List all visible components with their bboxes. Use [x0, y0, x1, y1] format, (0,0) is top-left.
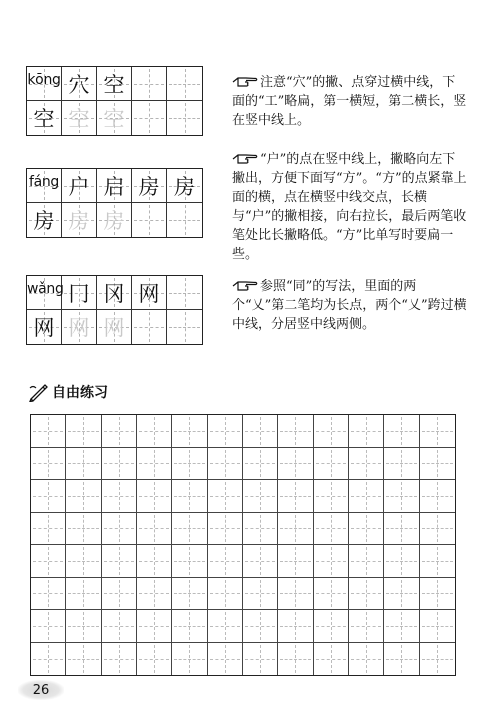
practice-cell[interactable] — [208, 545, 243, 578]
model-character: 房 — [33, 209, 55, 233]
practice-cell[interactable] — [349, 448, 384, 481]
blank-cell[interactable] — [167, 101, 202, 135]
practice-cell[interactable] — [137, 415, 172, 448]
practice-cell[interactable] — [384, 448, 419, 481]
trace-character: 房 — [103, 209, 125, 233]
practice-cell[interactable] — [243, 480, 278, 513]
practice-cell[interactable] — [102, 578, 137, 611]
practice-cell[interactable] — [102, 415, 137, 448]
practice-cell[interactable] — [420, 578, 455, 611]
practice-cell[interactable] — [278, 513, 313, 546]
trace-cell[interactable] — [97, 203, 132, 237]
blank-cell[interactable] — [167, 310, 202, 344]
practice-cell[interactable] — [208, 610, 243, 643]
blank-text — [167, 310, 202, 344]
trace-character: 房 — [68, 209, 90, 233]
practice-cell[interactable] — [384, 415, 419, 448]
practice-cell[interactable] — [314, 610, 349, 643]
stroke-cell — [132, 169, 167, 203]
stroke-cell — [167, 67, 202, 101]
blank-cell[interactable] — [132, 203, 167, 237]
practice-cell[interactable] — [278, 480, 313, 513]
practice-cell[interactable] — [172, 480, 207, 513]
stroke-cell — [62, 67, 97, 101]
practice-cell[interactable] — [137, 513, 172, 546]
writing-note — [232, 73, 467, 130]
practice-cell[interactable] — [208, 415, 243, 448]
practice-cell[interactable] — [102, 480, 137, 513]
practice-cell[interactable] — [278, 578, 313, 611]
practice-cell[interactable] — [66, 643, 101, 676]
writing-note — [232, 277, 467, 334]
practice-cell[interactable] — [66, 610, 101, 643]
blank-text — [167, 203, 202, 237]
section-heading — [28, 382, 108, 402]
practice-cell[interactable] — [172, 578, 207, 611]
practice-cell[interactable] — [66, 415, 101, 448]
practice-cell[interactable] — [31, 415, 66, 448]
practice-cell[interactable] — [172, 545, 207, 578]
trace-character: 网 — [103, 316, 125, 340]
blank-text — [167, 101, 202, 135]
practice-cell[interactable] — [278, 415, 313, 448]
pen-icon — [28, 382, 48, 402]
practice-cell[interactable] — [349, 610, 384, 643]
pointing-hand-icon — [232, 75, 258, 88]
practice-cell[interactable] — [384, 513, 419, 546]
practice-cell[interactable] — [31, 643, 66, 676]
note-text: “户”的点在竖中线上，撇略向左下撇出，方便下面写“方”。“方”的点紧靠上面的横，点在横竖中线交点，长横与“户”的撇相接，向右拉长，最后两笔收笔处比长撇略低。“方”比单写时要扁一些。 — [232, 152, 467, 262]
pointing-hand-icon — [232, 279, 258, 292]
practice-cell[interactable] — [102, 513, 137, 546]
practice-cell[interactable] — [314, 480, 349, 513]
pinyin-cell — [27, 276, 62, 310]
practice-cell[interactable] — [137, 578, 172, 611]
stroke-cell — [97, 67, 132, 101]
practice-cell[interactable] — [31, 545, 66, 578]
practice-cell[interactable] — [314, 545, 349, 578]
practice-cell[interactable] — [137, 610, 172, 643]
character-practice-block-kong — [26, 66, 203, 136]
practice-cell[interactable] — [243, 513, 278, 546]
practice-cell[interactable] — [172, 610, 207, 643]
practice-cell[interactable] — [384, 578, 419, 611]
practice-cell[interactable] — [102, 610, 137, 643]
practice-cell[interactable] — [384, 545, 419, 578]
practice-cell[interactable] — [314, 578, 349, 611]
practice-cell[interactable] — [278, 610, 313, 643]
stroke-step: 冂 — [68, 281, 90, 306]
practice-cell[interactable] — [31, 610, 66, 643]
practice-cell[interactable] — [420, 415, 455, 448]
practice-cell[interactable] — [208, 513, 243, 546]
practice-cell[interactable] — [243, 643, 278, 676]
practice-cell[interactable] — [172, 643, 207, 676]
stroke-cell — [97, 169, 132, 203]
practice-cell[interactable] — [66, 578, 101, 611]
practice-cell[interactable] — [243, 610, 278, 643]
practice-cell[interactable] — [31, 448, 66, 481]
pinyin-cell — [27, 67, 62, 101]
trace-character: 网 — [68, 316, 90, 340]
practice-cell[interactable] — [420, 448, 455, 481]
practice-cell[interactable] — [137, 643, 172, 676]
practice-cell[interactable] — [243, 415, 278, 448]
practice-cell[interactable] — [420, 480, 455, 513]
practice-cell[interactable] — [66, 448, 101, 481]
model-cell — [27, 310, 62, 344]
pinyin-cell — [27, 169, 62, 203]
stroke-step — [132, 67, 166, 100]
page-number — [18, 680, 64, 700]
stroke-step: 空 — [103, 72, 125, 97]
practice-cell[interactable] — [66, 513, 101, 546]
stroke-cell — [132, 67, 167, 101]
section-title: 自由练习 — [52, 385, 108, 401]
stroke-step: 冈 — [103, 281, 125, 306]
practice-cell[interactable] — [66, 480, 101, 513]
practice-cell[interactable] — [314, 513, 349, 546]
practice-cell[interactable] — [66, 545, 101, 578]
practice-cell[interactable] — [384, 480, 419, 513]
blank-text — [132, 203, 166, 237]
page-number-text: 26 — [32, 682, 50, 698]
stroke-cell — [167, 276, 202, 310]
trace-character: 空 — [103, 107, 125, 131]
trace-cell[interactable] — [97, 310, 132, 344]
model-character: 空 — [33, 107, 55, 131]
stroke-cell — [62, 169, 97, 203]
model-cell — [27, 101, 62, 135]
practice-cell[interactable] — [208, 448, 243, 481]
blank-text — [132, 101, 166, 135]
practice-cell[interactable] — [278, 643, 313, 676]
writing-note — [232, 150, 467, 264]
stroke-cell — [97, 276, 132, 310]
practice-cell[interactable] — [208, 578, 243, 611]
pointing-hand-icon — [232, 152, 258, 165]
trace-cell[interactable] — [62, 101, 97, 135]
stroke-step — [167, 67, 202, 100]
practice-cell[interactable] — [243, 545, 278, 578]
free-practice-grid — [30, 414, 456, 676]
practice-cell[interactable] — [102, 545, 137, 578]
trace-cell[interactable] — [62, 310, 97, 344]
practice-cell[interactable] — [314, 448, 349, 481]
practice-cell[interactable] — [278, 448, 313, 481]
practice-cell[interactable] — [172, 415, 207, 448]
practice-cell[interactable] — [349, 415, 384, 448]
practice-cell[interactable] — [349, 545, 384, 578]
practice-cell[interactable] — [420, 545, 455, 578]
pinyin-label: fáng — [28, 174, 60, 190]
model-character: 网 — [33, 316, 55, 340]
blank-cell[interactable] — [132, 310, 167, 344]
practice-cell[interactable] — [137, 448, 172, 481]
note-text: 参照“同”的写法，里面的两个“乂”第二笔均为长点，两个“乂”跨过横中线，分居竖中线两侧。 — [232, 279, 467, 332]
practice-cell[interactable] — [137, 480, 172, 513]
practice-cell[interactable] — [420, 610, 455, 643]
practice-cell[interactable] — [102, 643, 137, 676]
model-cell — [27, 203, 62, 237]
practice-cell[interactable] — [31, 513, 66, 546]
trace-cell[interactable] — [62, 203, 97, 237]
blank-text — [132, 310, 166, 344]
pinyin-label: kōng — [27, 72, 61, 88]
practice-cell[interactable] — [137, 545, 172, 578]
practice-cell[interactable] — [208, 643, 243, 676]
practice-cell[interactable] — [208, 480, 243, 513]
practice-cell[interactable] — [349, 643, 384, 676]
stroke-step: 网 — [138, 281, 160, 306]
practice-cell[interactable] — [172, 513, 207, 546]
practice-cell[interactable] — [243, 448, 278, 481]
practice-cell[interactable] — [314, 643, 349, 676]
stroke-step — [167, 276, 202, 309]
blank-cell[interactable] — [132, 101, 167, 135]
practice-cell[interactable] — [278, 545, 313, 578]
stroke-step: 户 — [68, 174, 90, 199]
practice-cell[interactable] — [314, 415, 349, 448]
trace-cell[interactable] — [97, 101, 132, 135]
stroke-cell — [167, 169, 202, 203]
practice-cell[interactable] — [420, 513, 455, 546]
pinyin-label: wǎng — [27, 281, 64, 297]
stroke-step: 穴 — [68, 72, 90, 97]
trace-character: 空 — [68, 107, 90, 131]
practice-cell[interactable] — [349, 513, 384, 546]
practice-cell[interactable] — [31, 578, 66, 611]
stroke-cell — [62, 276, 97, 310]
note-text: 注意“穴”的撇、点穿过横中线，下面的“工”略扁，第一横短，第二横长，竖在竖中线上。 — [232, 75, 467, 128]
character-practice-block-fang — [26, 168, 203, 238]
practice-cell[interactable] — [172, 448, 207, 481]
practice-cell[interactable] — [102, 448, 137, 481]
practice-cell[interactable] — [349, 578, 384, 611]
practice-cell[interactable] — [31, 480, 66, 513]
blank-cell[interactable] — [167, 203, 202, 237]
practice-cell[interactable] — [420, 643, 455, 676]
character-practice-block-wang — [26, 275, 203, 345]
practice-cell[interactable] — [349, 480, 384, 513]
practice-cell[interactable] — [384, 643, 419, 676]
stroke-step: 房 — [174, 174, 195, 199]
practice-cell[interactable] — [384, 610, 419, 643]
stroke-step: 房 — [138, 174, 160, 199]
stroke-cell — [132, 276, 167, 310]
practice-cell[interactable] — [243, 578, 278, 611]
stroke-step: 启 — [103, 174, 125, 199]
